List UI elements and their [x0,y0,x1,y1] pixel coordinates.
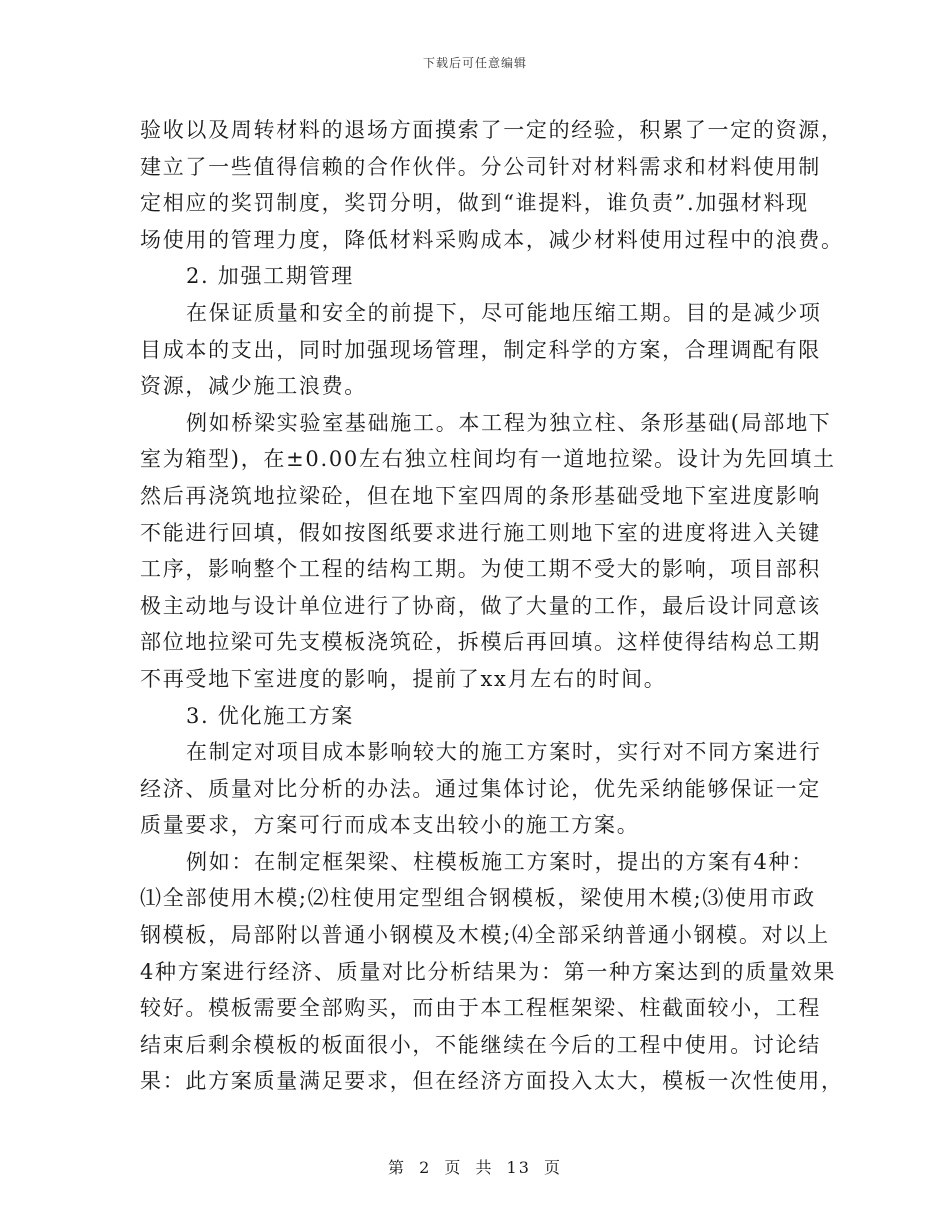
text-line: 然后再浇筑地拉梁砼，但在地下室四周的条形基础受地下室进度影响 [140,483,821,508]
text-line: 部位地拉梁可先支模板浇筑砼，拆模后再回填。这样使得结构总工期 [140,630,821,655]
text-line: 结束后剩余模板的板面很小，不能继续在今后的工程中使用。讨论结 [140,1032,821,1057]
text-line: 极主动地与设计单位进行了协商，做了大量的工作，最后设计同意该 [140,593,821,618]
text-line: 场使用的管理力度，降低材料采购成本，减少材料使用过程中的浪费。 [140,227,844,252]
text-line: 在保证质量和安全的前提下，尽可能地压缩工期。目的是减少项 [186,300,822,325]
text-line: 验收以及周转材料的退场方面摸索了一定的经验，积累了一定的资源， [140,118,844,142]
document-body [140,112,844,1100]
text-line: 不能进行回填，假如按图纸要求进行施工则地下室的进度将进入关键 [140,520,821,545]
text-line: 经济、质量对比分析的办法。通过集体讨论，优先采纳能够保证一定 [140,776,821,801]
text-line: 钢模板，局部附以普通小钢模及木模;⑷全部采纳普通小钢模。对以上 [140,923,830,948]
page-header: 下载后可任意编辑 [422,56,527,70]
text-line: 例如：在制定框架梁、柱模板施工方案时，提出的方案有4种： [186,849,814,874]
text-line: 资源，减少施工浪费。 [140,374,367,399]
text-line: 建立了一些值得信赖的合作伙伴。分公司针对材料需求和材料使用制 [140,154,821,179]
text-line: 定相应的奖罚制度，奖罚分明，做到“谁提料，谁负责”.加强材料现 [140,191,809,216]
text-line: 工序，影响整个工程的结构工期。为使工期不受大的影响，项目部积 [140,557,821,582]
text-line: 室为箱型)，在±0.00左右独立柱间均有一道地拉梁。设计为先回填土 [140,447,836,472]
text-line: 目成本的支出，同时加强现场管理，制定科学的方案，合理调配有限 [140,337,821,362]
text-line: 例如桥梁实验室基础施工。本工程为独立柱、条形基础(局部地下 [186,410,832,435]
text-line: 在制定对项目成本影响较大的施工方案时，实行对不同方案进行 [186,740,822,765]
text-line: 较好。模板需要全部购买，而由于本工程框架梁、柱截面较小，工程 [140,996,821,1021]
text-line: 质量要求，方案可行而成本支出较小的施工方案。 [140,813,640,838]
text-line: ⑴全部使用木模;⑵柱使用定型组合钢模板，梁使用木模;⑶使用市政 [140,886,816,911]
section-heading: 2. 加强工期管理 [186,264,355,289]
page-footer: 第 2 页 共 13 页 [388,1158,562,1177]
text-line: 不再受地下室进度的影响，提前了xx月左右的时间。 [140,666,667,691]
text-line: 4种方案进行经济、质量对比分析结果为：第一种方案达到的质量效果 [140,959,837,984]
text-line: 果：此方案质量满足要求，但在经济方面投入太大，模板一次性使用， [140,1069,844,1094]
section-heading: 3. 优化施工方案 [186,703,355,728]
